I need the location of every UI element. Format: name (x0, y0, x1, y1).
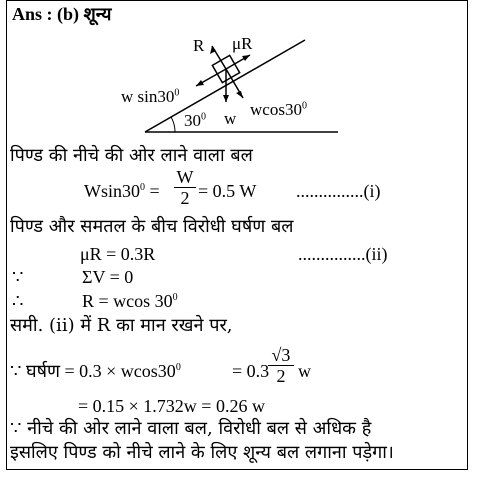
wsin-label: w $\sin 30^0$ (121, 87, 180, 106)
line-substitute: समी. (ii) में R का मान रखने पर, (10, 315, 233, 336)
line-conclusion-2: इसलिए पिण्ड को नीचे लाने के लिए शून्य बल लगाना पड़ेगा। (10, 442, 394, 463)
line-conclusion-1: ∵ नीचे की ओर लाने वाला बल, विरोधी बल से अधिक है (10, 418, 372, 439)
fraction-root3-over-2: $\frac{√3}{2}$ (268, 345, 294, 386)
eq5-w: w (298, 361, 311, 381)
eq5-mid: = 0.3 (232, 361, 270, 381)
because-symbol: ∵ (12, 267, 24, 287)
friction-label: μR (232, 34, 253, 53)
eq6: = 0.15 × 1.732w = 0.26 w (78, 396, 265, 416)
fraction-w-over-2: $\frac{W}{2}$ (174, 167, 196, 208)
line-downward-force: पिण्ड की नीचे की ओर लाने वाला बल (10, 145, 253, 166)
eq1-left: $Wsin30^0$ = (84, 181, 160, 201)
line-friction-force: पिण्ड और समतल के बीच विरोधी घर्षण बल (10, 216, 294, 237)
eq3: ΣV = 0 (82, 267, 134, 287)
wcos-label: $wcos30^0$ (250, 100, 307, 119)
angle-arc (171, 117, 175, 132)
therefore-symbol: ∴ (12, 291, 24, 311)
eq5-left: ∵ घर्षण = $0.3 \times wcos30^0$ (10, 361, 181, 381)
weight-label: w (224, 109, 237, 128)
eq1-right: = 0.5 W (198, 181, 257, 201)
angle-label: $30^0$ (184, 111, 206, 130)
eq2-tag: ...............(ii) (298, 244, 388, 264)
answer-heading: Ans : (b) शून्य (12, 4, 112, 24)
eq2: μR = 0.3R (80, 244, 156, 264)
eq1-tag: ...............(i) (296, 181, 381, 201)
normal-label: R (193, 36, 205, 55)
eq4: R = wcos $30^0$ (82, 291, 178, 311)
